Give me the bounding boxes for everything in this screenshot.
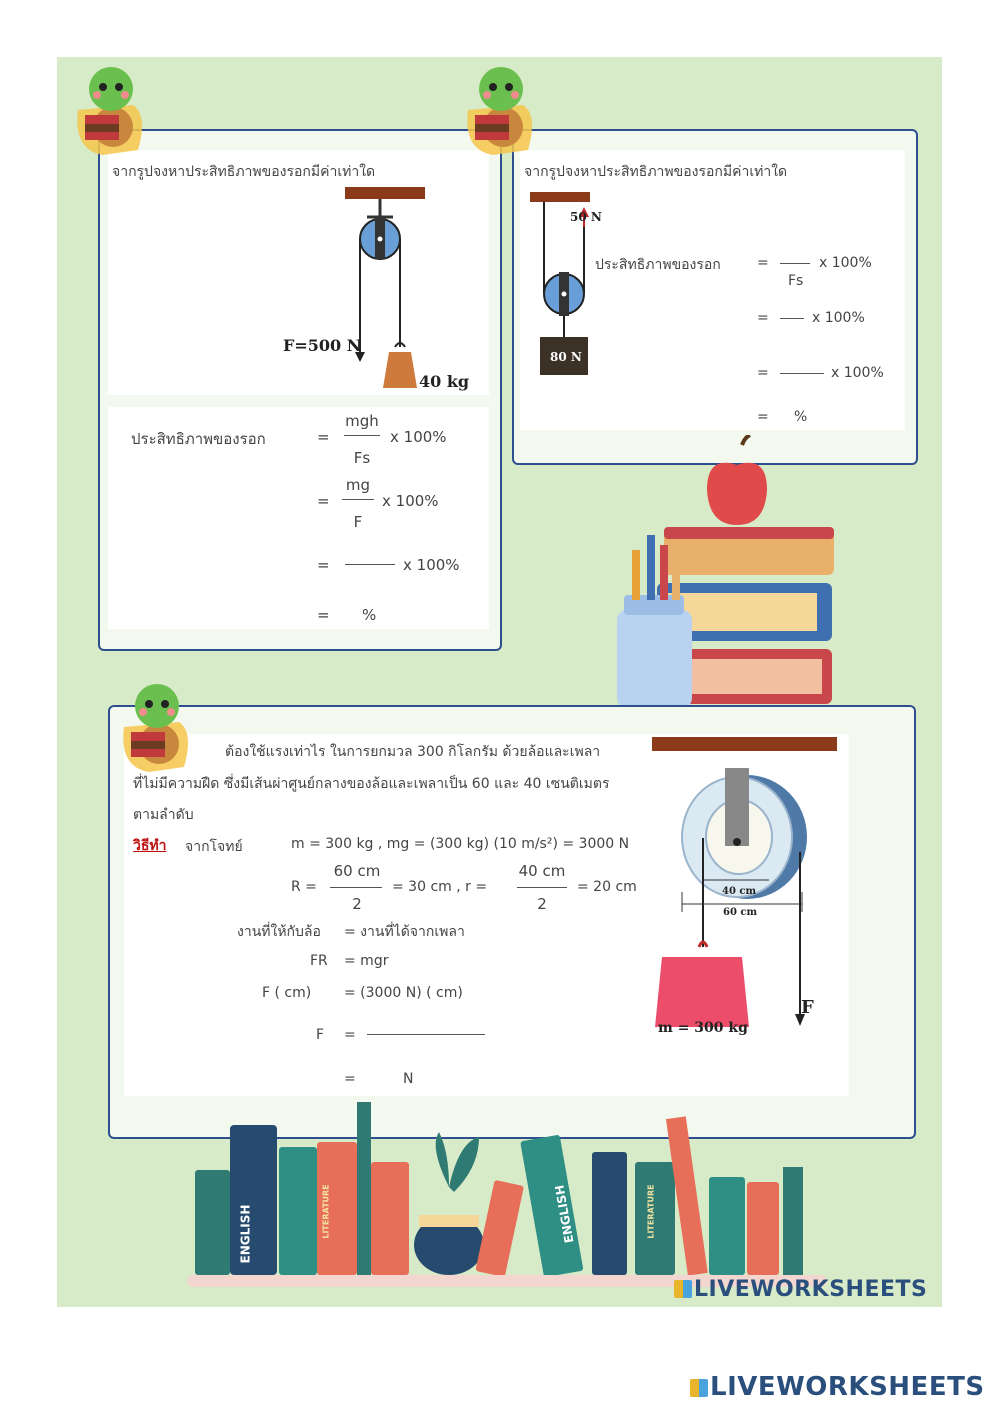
liveworksheets-inner-logo: LIVEWORKSHEETS bbox=[674, 1277, 927, 1302]
work-rhs: = งานที่ได้จากเพลา bbox=[344, 924, 465, 940]
f-rhs: = (3000 N) ( cm) bbox=[344, 985, 463, 1001]
book-spine-literature-2: LITERATURE bbox=[646, 1184, 656, 1239]
efficiency-label-2: ประสิทธิภาพของรอก bbox=[595, 257, 721, 273]
answer-blank-line-3 bbox=[367, 1034, 485, 1035]
answer-blank-line-1 bbox=[345, 564, 395, 565]
R-lhs: R = bbox=[291, 879, 317, 895]
ceiling-beam bbox=[345, 187, 425, 199]
apple bbox=[707, 463, 767, 525]
percent-result-2: % bbox=[794, 409, 808, 425]
work-lhs: งานที่ให้กับล้อ bbox=[237, 924, 321, 940]
turtle-mascot-3 bbox=[119, 682, 195, 778]
liveworksheets-badge-icon bbox=[690, 1379, 708, 1397]
equals-4: = bbox=[317, 606, 330, 624]
times-100-2-1: x 100% bbox=[819, 255, 872, 271]
R-denominator: 2 bbox=[352, 895, 362, 913]
equals-2-1: = bbox=[757, 255, 769, 271]
bookshelf-illustration bbox=[187, 1097, 837, 1297]
mass-equation: m = 300 kg , mg = (300 kg) (10 m/s²) = 3000 N bbox=[291, 836, 630, 852]
english-book-2 bbox=[520, 1135, 583, 1278]
fr-rhs: = mgr bbox=[344, 953, 389, 969]
times-100-2: x 100% bbox=[382, 492, 439, 510]
book-spine-english-2: ENGLISH bbox=[552, 1183, 577, 1245]
fraction-fs-denominator: Fs bbox=[353, 449, 371, 467]
times-100-2-3: x 100% bbox=[831, 365, 884, 381]
efficiency-label: ประสิทธิภาพของรอก bbox=[131, 430, 266, 448]
force-label: F=500 N bbox=[283, 336, 362, 355]
book-spine-english-1: ENGLISH bbox=[238, 1204, 253, 1264]
pencil-jar bbox=[617, 610, 692, 708]
fraction-mgh-numerator: mgh bbox=[345, 412, 379, 430]
liveworksheets-footer-logo[interactable]: LIVEWORKSHEETS bbox=[690, 1372, 985, 1402]
equals-1: = bbox=[317, 428, 330, 446]
question-2-text: จากรูปจงหาประสิทธิภาพของรอกมีค่าเท่าใด bbox=[524, 164, 788, 180]
equals-3: = bbox=[317, 556, 330, 574]
given-label: จากโจทย์ bbox=[185, 839, 243, 855]
fixed-pulley-diagram bbox=[267, 182, 470, 397]
books-apple-illustration bbox=[612, 435, 842, 710]
method-label: วิธีทำ bbox=[133, 838, 167, 854]
unit-newton: N bbox=[403, 1071, 414, 1087]
diameter-60-label: 60 cm bbox=[723, 907, 758, 918]
book-spine-literature-1: LITERATURE bbox=[321, 1184, 331, 1239]
f-lhs: F ( cm) bbox=[262, 985, 312, 1001]
weight-label-80n: 80 N bbox=[550, 350, 582, 364]
liveworksheets-badge-icon bbox=[674, 1280, 692, 1298]
equals-2-4: = bbox=[757, 409, 769, 425]
ceiling-beam bbox=[530, 192, 590, 202]
fs-denominator: Fs bbox=[788, 273, 804, 289]
diameter-40-label: 40 cm bbox=[722, 886, 757, 897]
force-f-label: F bbox=[801, 997, 814, 1018]
problem-line-2: ที่ไม่มีความฝืด ซึ่งมีเส้นผ่าศูนย์กลางของล้อและเพลาเป็น 60 และ 40 เซนติเมตร bbox=[133, 776, 610, 792]
equals-2-3: = bbox=[757, 365, 769, 381]
equals-2-2: = bbox=[757, 310, 769, 326]
mass-block bbox=[655, 957, 749, 1027]
percent-result-1: % bbox=[362, 606, 377, 624]
ceiling-beam bbox=[652, 737, 837, 751]
fr-lhs: FR bbox=[310, 953, 328, 969]
r-denominator: 2 bbox=[537, 895, 547, 913]
R-rhs: = 30 cm , r = bbox=[392, 879, 488, 895]
worksheet-page bbox=[57, 57, 942, 1307]
r-rhs: = 20 cm bbox=[577, 879, 637, 895]
r-numerator: 40 cm bbox=[518, 862, 566, 880]
F-lhs: F bbox=[316, 1027, 325, 1043]
turtle-mascot-1 bbox=[73, 65, 149, 161]
R-numerator: 60 cm bbox=[333, 862, 381, 880]
turtle-mascot-2 bbox=[463, 65, 539, 161]
F-equals: = bbox=[344, 1027, 356, 1043]
times-100-2-2: x 100% bbox=[812, 310, 865, 326]
equals-2: = bbox=[317, 492, 330, 510]
result-equals: = bbox=[344, 1071, 356, 1087]
mass-300kg-label: m = 300 kg bbox=[658, 1020, 748, 1036]
weight-block bbox=[383, 352, 417, 388]
fraction-mg-numerator: mg bbox=[345, 476, 371, 494]
question-1-text: จากรูปจงหาประสิทธิภาพของรอกมีค่าเท่าใด bbox=[112, 164, 376, 180]
times-100-3: x 100% bbox=[403, 556, 460, 574]
mass-label: 40 kg bbox=[419, 372, 470, 391]
english-book bbox=[230, 1125, 277, 1275]
problem-line-3: ตามลำดับ bbox=[133, 807, 194, 823]
problem-line-1: ต้องใช้แรงเท่าไร ในการยกมวล 300 กิโลกรัม ด้วยล้อและเพลา bbox=[225, 744, 601, 760]
times-100-1: x 100% bbox=[390, 428, 447, 446]
fraction-f-denominator: F bbox=[353, 513, 363, 531]
force-label-50n: 50 N bbox=[570, 210, 602, 224]
